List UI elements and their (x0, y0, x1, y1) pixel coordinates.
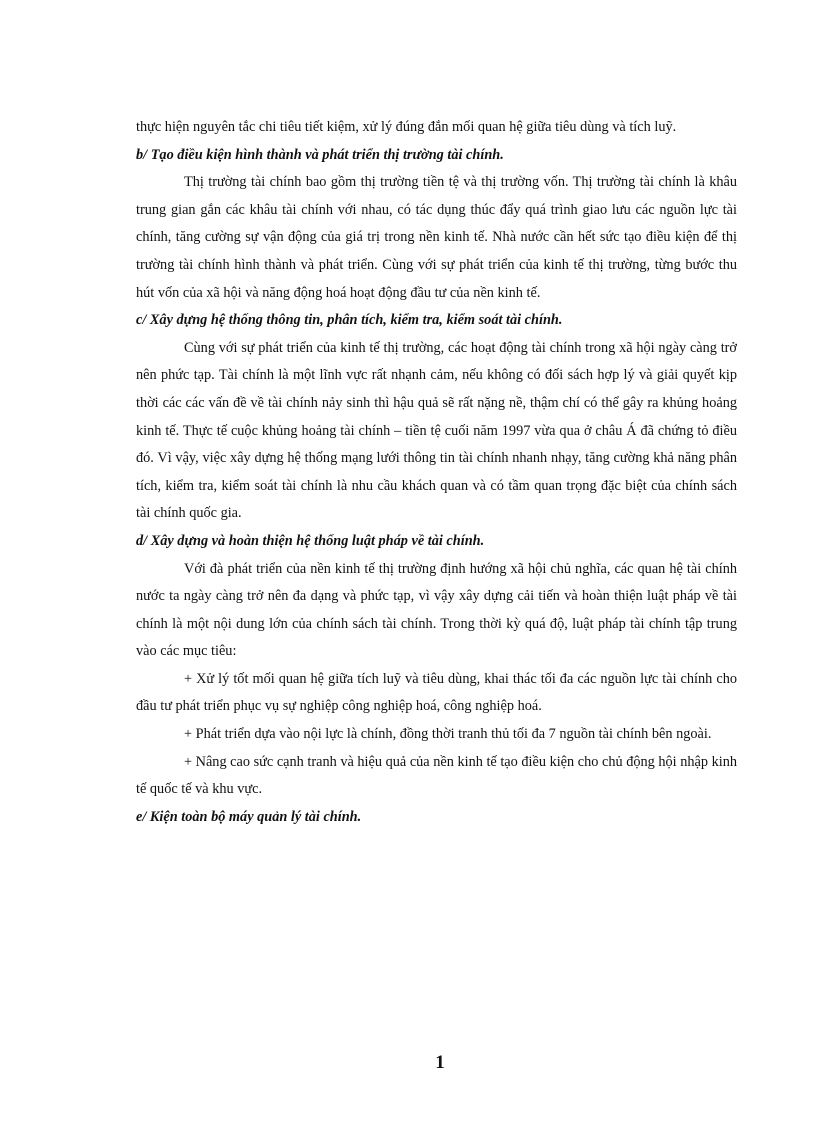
bullet-item-2: + Phát triển dựa vào nội lực là chính, đồng thời tranh thủ tối đa 7 nguồn tài chính bên ngoài. (184, 726, 712, 743)
section-heading-b: b/ Tạo điều kiện hình thành và phát triển thị trường tài chính. (136, 146, 504, 163)
bullet-item-3: + Nâng cao sức cạnh tranh và hiệu quả của nền kinh tế tạo điều kiện cho chủ động hội nhập kinh tế quốc tế và khu vực. (136, 753, 737, 798)
section-heading-e: e/ Kiện toàn bộ máy quản lý tài chính. (136, 808, 362, 825)
bullet-item-1: + Xử lý tốt mối quan hệ giữa tích luỹ và tiêu dùng, khai thác tối đa các nguồn lực tài chính cho đầu tư phát triển phục vụ sự nghiệp công nghiệp hoá, công nghiệp hoá. (136, 670, 737, 715)
paragraph-continuation: thực hiện nguyên tắc chi tiêu tiết kiệm, xử lý đúng đắn mối quan hệ giữa tiêu dùng và tích luỹ. (136, 119, 677, 135)
section-heading-c: c/ Xây dựng hệ thống thông tin, phân tích, kiểm tra, kiểm soát tài chính. (136, 312, 563, 329)
paragraph-financial-market: Thị trường tài chính bao gồm thị trường tiền tệ và thị trường vốn. Thị trường tài chính là khâu trung gian gắn các khâu tài chính với nhau, có tác dụng thúc đẩy quá trình giao lưu các nguồn lực tài chính, tăng cường sự vận động của giá trị trong nền kinh tế. Nhà nước cần hết sức tạo điều kiện để thị trường tài chính hình thành và phát triển. Cùng với sự phát triển của kinh tế thị trường, từng bước thu hút vốn của xã hội và năng động hoá hoạt động đầu tư của nền kinh tế. (136, 174, 737, 301)
paragraph-legal-system: Với đà phát triển của nền kinh tế thị trường định hướng xã hội chủ nghĩa, các quan hệ tài chính nước ta ngày càng trở nên đa dạng và phức tạp, vì vậy xây dựng cải tiến và hoàn thiện luật pháp về tài chính là một nội dung lớn của chính sách tài chính. Trong thời kỳ quá độ, luật pháp tài chính tập trung vào các mục tiêu: (136, 560, 737, 660)
document-body (136, 114, 737, 831)
section-heading-d: d/ Xây dựng và hoàn thiện hệ thống luật pháp về tài chính. (136, 532, 485, 549)
page-number: 1 (435, 1052, 445, 1073)
paragraph-information-system: Cùng với sự phát triển của kinh tế thị trường, các hoạt động tài chính trong xã hội ngày càng trở nên phức tạp. Tài chính là một lĩnh vực rất nhạnh cảm, nếu không có đối sách hợp lý và giải quyết kịp thời các các vấn đề về tài chính nảy sinh thì hậu quả sẽ rất nặng nề, thậm chí có thể gây ra khủng hoảng kinh tế. Thực tế cuộc khủng hoảng tài chính – tiền tệ cuối năm 1997 vừa qua ở châu Á đã chứng tỏ điều đó. Vì vậy, việc xây dựng hệ thống mạng lưới thông tin tài chính nhanh nhạy, tăng cường khả năng phân tích, kiểm tra, kiểm soát tài chính là nhu cầu khách quan và có tầm quan trọng đặc biệt của chính sách tài chính quốc gia. (136, 339, 737, 522)
